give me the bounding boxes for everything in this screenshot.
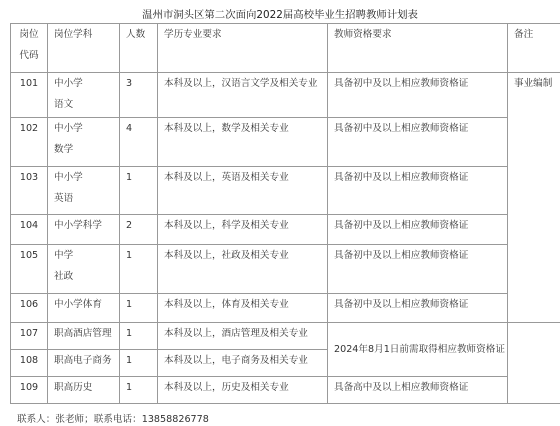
row-qualification: 具备初中及以上相应教师资格证 bbox=[328, 118, 508, 167]
row-code: 101 bbox=[11, 73, 48, 118]
table-row bbox=[11, 294, 560, 323]
table-row bbox=[11, 245, 560, 294]
row-education: 本科及以上，酒店管理及相关专业 bbox=[158, 323, 328, 350]
row-code: 104 bbox=[11, 215, 48, 245]
row-code: 107 bbox=[11, 323, 48, 350]
row-qualification: 具备初中及以上相应教师资格证 bbox=[328, 215, 508, 245]
note-cell-empty bbox=[508, 323, 560, 404]
row-qualification: 具备初中及以上相应教师资格证 bbox=[328, 167, 508, 215]
row-count: 4 bbox=[120, 118, 158, 167]
note-cell: 事业编制 bbox=[508, 73, 560, 323]
header-note: 备注 bbox=[508, 24, 560, 73]
row-subject: 中小学体育 bbox=[48, 294, 120, 323]
row-count: 1 bbox=[120, 245, 158, 294]
table-row bbox=[11, 73, 560, 118]
row-subject: 中小学科学 bbox=[48, 215, 120, 245]
row-count: 1 bbox=[120, 294, 158, 323]
row-code: 105 bbox=[11, 245, 48, 294]
row-code: 102 bbox=[11, 118, 48, 167]
row-qualification: 具备高中及以上相应教师资格证 bbox=[328, 377, 508, 404]
header-count: 人数 bbox=[120, 24, 158, 73]
row-education: 本科及以上，英语及相关专业 bbox=[158, 167, 328, 215]
row-count: 2 bbox=[120, 215, 158, 245]
row-qualification: 具备初中及以上相应教师资格证 bbox=[328, 73, 508, 118]
table-title: 温州市洞头区第二次面向2022届高校毕业生招聘教师计划表 bbox=[142, 9, 418, 21]
recruitment-plan-table bbox=[10, 23, 560, 404]
row-count: 3 bbox=[120, 73, 158, 118]
contact-footer: 联系人：张老师；联系电话：13858826778 bbox=[17, 414, 209, 425]
row-count: 1 bbox=[120, 377, 158, 404]
table-row bbox=[11, 167, 560, 215]
row-qualification: 具备初中及以上相应教师资格证 bbox=[328, 245, 508, 294]
row-qualification: 2024年8月1日前需取得相应教师资格证 bbox=[328, 323, 508, 377]
table-row bbox=[11, 118, 560, 167]
table-row bbox=[11, 215, 560, 245]
row-count: 1 bbox=[120, 167, 158, 215]
row-subject: 中小学 数学 bbox=[48, 118, 120, 167]
row-subject: 中小学 英语 bbox=[48, 167, 120, 215]
row-count: 1 bbox=[120, 350, 158, 377]
header-education: 学历专业要求 bbox=[158, 24, 328, 73]
header-subject: 岗位学科 bbox=[48, 24, 120, 73]
table-row bbox=[11, 377, 560, 404]
row-education: 本科及以上，汉语言文学及相关专业 bbox=[158, 73, 328, 118]
row-education: 本科及以上，社政及相关专业 bbox=[158, 245, 328, 294]
table-row bbox=[11, 323, 560, 350]
row-code: 103 bbox=[11, 167, 48, 215]
row-subject: 职高历史 bbox=[48, 377, 120, 404]
row-qualification: 具备初中及以上相应教师资格证 bbox=[328, 294, 508, 323]
row-count: 1 bbox=[120, 323, 158, 350]
row-code: 108 bbox=[11, 350, 48, 377]
row-subject: 职高酒店管理 bbox=[48, 323, 120, 350]
row-subject: 中小学 语文 bbox=[48, 73, 120, 118]
row-subject: 中学 社政 bbox=[48, 245, 120, 294]
row-code: 106 bbox=[11, 294, 48, 323]
header-code: 岗位 代码 bbox=[11, 24, 48, 73]
header-qualification: 教师资格要求 bbox=[328, 24, 508, 73]
row-subject: 职高电子商务 bbox=[48, 350, 120, 377]
row-education: 本科及以上，科学及相关专业 bbox=[158, 215, 328, 245]
row-education: 本科及以上，历史及相关专业 bbox=[158, 377, 328, 404]
row-education: 本科及以上，体育及相关专业 bbox=[158, 294, 328, 323]
row-code: 109 bbox=[11, 377, 48, 404]
row-education: 本科及以上，数学及相关专业 bbox=[158, 118, 328, 167]
header-row bbox=[11, 24, 560, 73]
row-education: 本科及以上，电子商务及相关专业 bbox=[158, 350, 328, 377]
